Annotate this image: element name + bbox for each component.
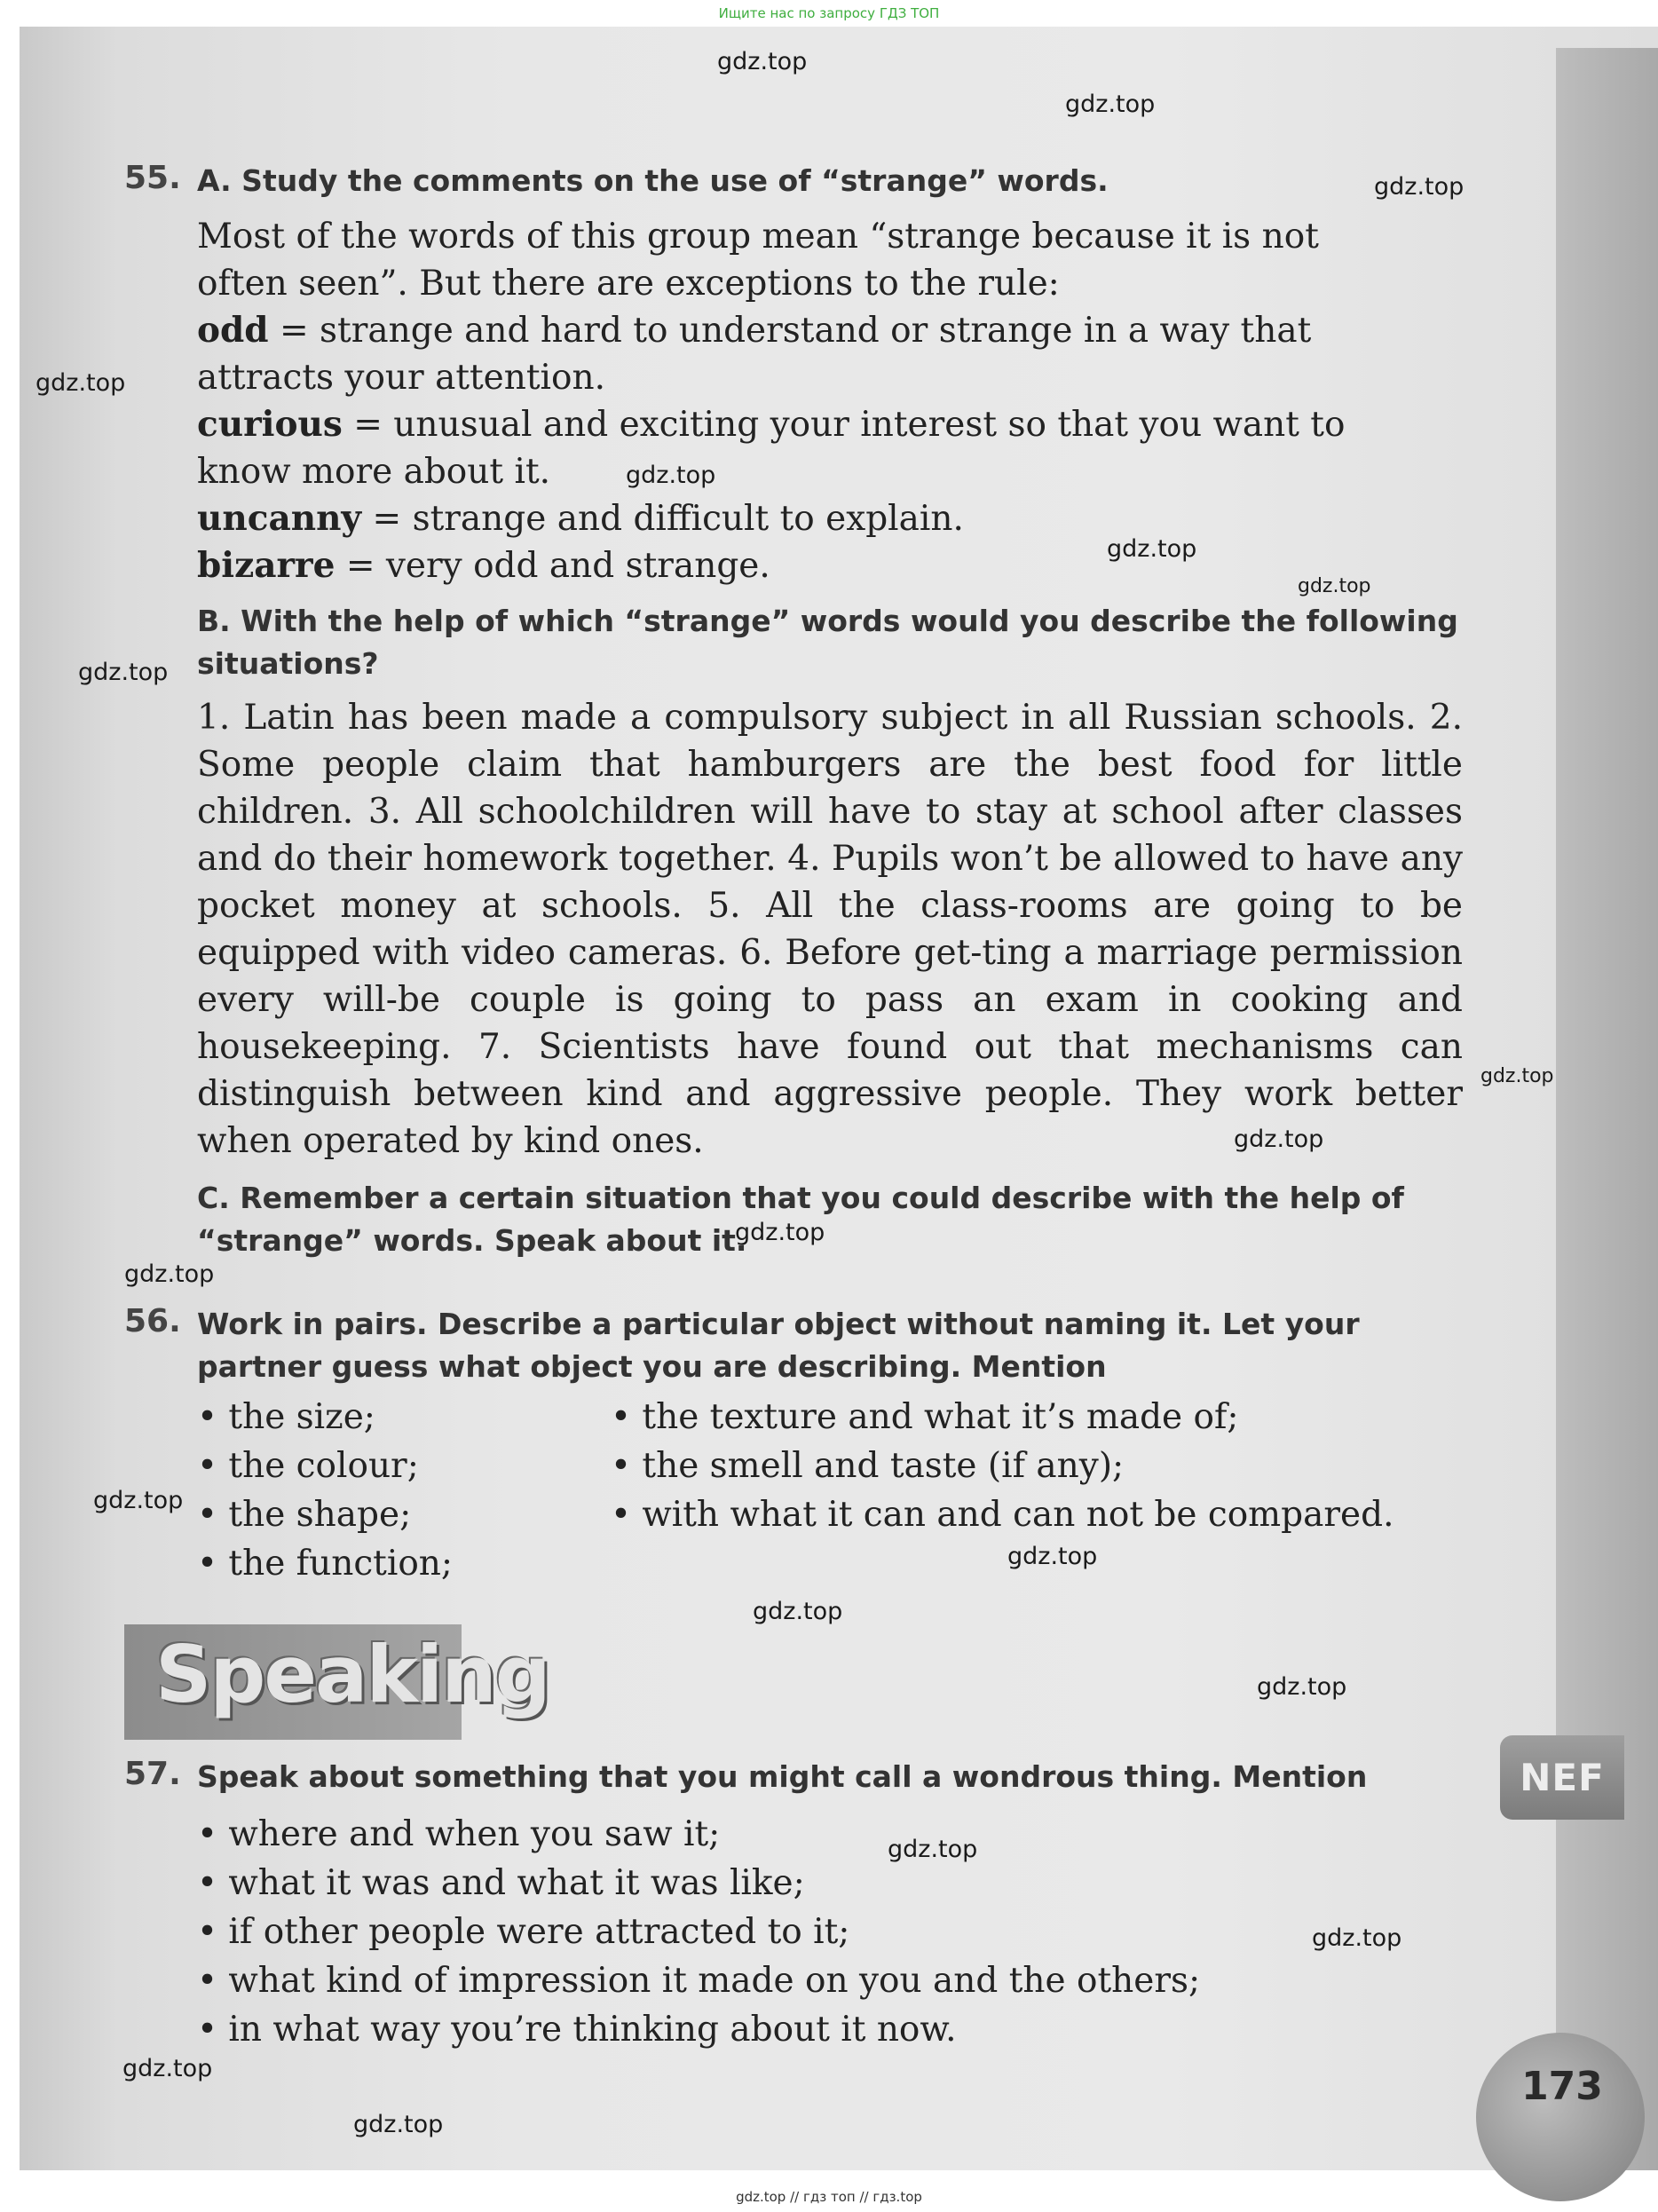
ex57-bullet: • what it was and what it was like; — [197, 1863, 805, 1903]
ex55-intro-line: often seen”. But there are exceptions to the rule: — [197, 264, 1060, 304]
watermark: gdz.top — [888, 1836, 978, 1863]
ex55-part-c-task: C. Remember a certain situation that you could describe with the help of “strange” words. Speak about it. — [197, 1181, 1404, 1258]
watermark: gdz.top — [1257, 1673, 1347, 1701]
section-title: Speaking — [155, 1629, 549, 1720]
bottom-footer: gdz.top // гдз топ // гдз.top — [736, 2189, 922, 2205]
exercise-number-57: 57. — [124, 1756, 181, 1792]
ex57-bullet: • in what way you’re thinking about it now. — [197, 2010, 957, 2050]
watermark: gdz.top — [124, 1260, 215, 1288]
ex57-bullet: • where and when you saw it; — [197, 1814, 721, 1854]
watermark: gdz.top — [78, 659, 169, 686]
ex55-intro-line: Most of the words of this group mean “strange because it is not — [197, 217, 1319, 257]
ex55-part-b-task: B. With the help of which “strange” words would you describe the following situations? — [197, 604, 1458, 681]
watermark: gdz.top — [1007, 1543, 1098, 1570]
ex57-bullet: • if other people were attracted to it; — [197, 1912, 850, 1952]
nef-side-tab: NEF — [1500, 1735, 1624, 1820]
exercise-number-55: 55. — [124, 160, 181, 196]
ex56-bullet: • the texture and what it’s made of; — [611, 1397, 1239, 1437]
watermark: gdz.top — [36, 369, 126, 397]
watermark: gdz.top — [93, 1487, 184, 1514]
top-banner: Ищите нас по запросу ГДЗ ТОП — [718, 5, 940, 21]
term-bizarre: bizarre — [197, 545, 336, 586]
watermark: gdz.top — [717, 48, 808, 75]
definition-curious: curious = unusual and exciting your interest so that you want to — [197, 404, 1346, 445]
ex56-bullet: • the function; — [197, 1544, 454, 1584]
ex55-part-b-text: 1. Latin has been made a compulsory subject in all Russian schools. 2. Some people claim that hamburgers are the best food for little children. 3. All schoolchildren will have to stay at school after classes and do their homework together. 4. Pupils won’t be allowed to have any pocket money at schools. 5. All the class-rooms are going to be equipped with video cameras. 6. Before get-ting a marriage permission every will-be couple is going to pass an exam in cooking and housekeeping. 7. Scientists have found out that mechanisms can distinguish between kind and aggressive people. They work better when operated by kind ones. — [197, 698, 1463, 1161]
watermark: gdz.top — [1480, 1065, 1554, 1087]
ex56-bullet: • the colour; — [197, 1446, 419, 1486]
watermark: gdz.top — [1298, 575, 1371, 597]
definition-odd: odd = strange and hard to understand or strange in a way that — [197, 310, 1312, 351]
watermark: gdz.top — [1234, 1126, 1324, 1153]
watermark: gdz.top — [1312, 1924, 1402, 1952]
watermark: gdz.top — [1065, 91, 1156, 118]
ex56-bullet: • the smell and taste (if any); — [611, 1446, 1125, 1486]
watermark: gdz.top — [626, 462, 716, 489]
ex57-task: Speak about something that you might call a wondrous thing. Mention — [197, 1759, 1368, 1794]
page-number: 173 — [1521, 2064, 1603, 2109]
definition-odd-cont: attracts your attention. — [197, 358, 606, 398]
term-curious: curious — [197, 404, 343, 445]
watermark: gdz.top — [122, 2055, 213, 2082]
watermark: gdz.top — [353, 2111, 444, 2138]
definition-bizarre: bizarre = very odd and strange. — [197, 545, 770, 586]
ex55-part-a-task: A. Study the comments on the use of “strange” words. — [197, 163, 1109, 198]
watermark: gdz.top — [753, 1598, 843, 1625]
page-number-circle — [1476, 2033, 1645, 2201]
exercise-number-56: 56. — [124, 1303, 181, 1339]
watermark: gdz.top — [1107, 535, 1197, 563]
term-uncanny: uncanny — [197, 498, 362, 539]
ex56-task: Work in pairs. Describe a particular object without naming it. Let your partner guess what object you are describing. Mention — [197, 1307, 1360, 1384]
ex56-bullet: • the shape; — [197, 1495, 412, 1535]
term-odd: odd — [197, 310, 269, 351]
ex56-bullet: • with what it can and can not be compared. — [611, 1495, 1394, 1535]
watermark: gdz.top — [1374, 173, 1465, 201]
ex57-bullet: • what kind of impression it made on you and the others; — [197, 1961, 1201, 2001]
definition-uncanny: uncanny = strange and difficult to explain. — [197, 498, 964, 539]
ex56-bullet: • the size; — [197, 1397, 375, 1437]
definition-curious-cont: know more about it. — [197, 452, 551, 492]
watermark: gdz.top — [735, 1219, 825, 1246]
